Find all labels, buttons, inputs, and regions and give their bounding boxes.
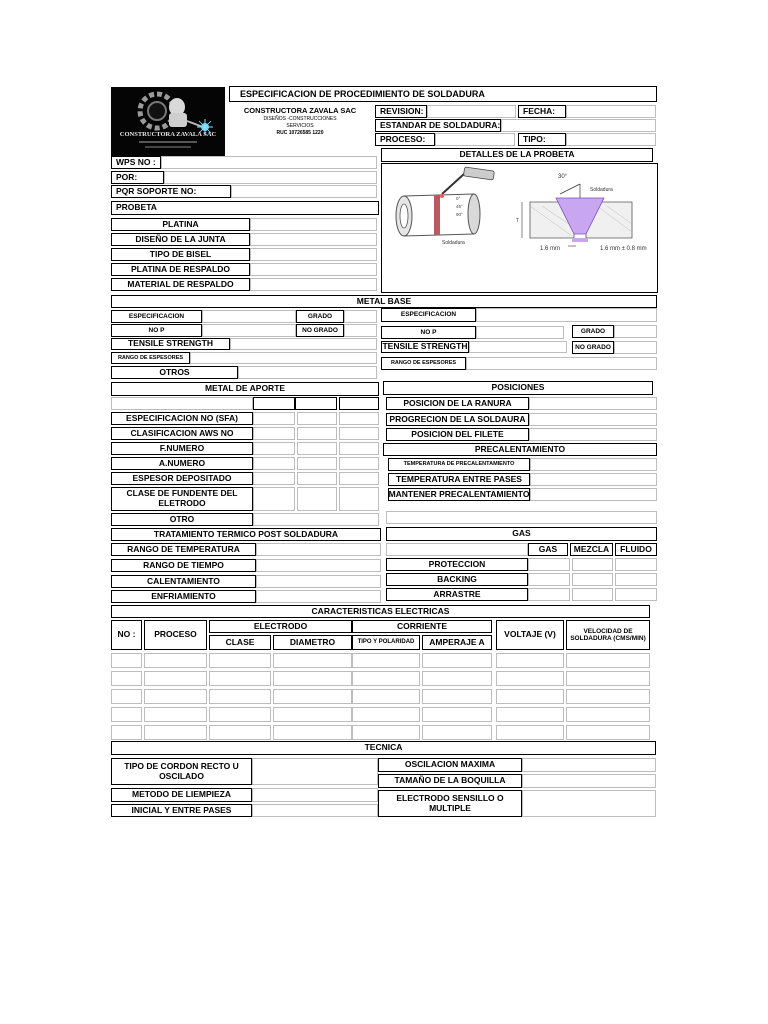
mb-tensile-label-left: TENSILE STRENGTH <box>111 338 230 350</box>
svg-text:45°: 45° <box>456 204 463 209</box>
aporte-col-1-header <box>253 397 295 410</box>
gas-cell[interactable] <box>615 588 657 601</box>
platina-label: PLATINA <box>111 218 250 231</box>
logo-text: CONSTRUCTORA ZAVALA SAC <box>119 131 217 138</box>
oscilacion-label: OSCILACION MAXIMA <box>378 758 522 772</box>
proceso-header: PROCESO <box>144 620 207 650</box>
otros-label: OTROS <box>111 366 238 379</box>
aporte-cell[interactable] <box>339 442 379 455</box>
aws-label: CLASIFICACION AWS NO <box>111 427 253 440</box>
svg-text:90°: 90° <box>456 212 463 217</box>
metodo-limpieza-field[interactable] <box>252 788 378 802</box>
corriente-header: CORRIENTE <box>352 620 492 633</box>
tipo-polaridad-header: TIPO Y POLARIDAD <box>352 635 420 650</box>
aporte-cell[interactable] <box>253 427 295 440</box>
electricas-cell[interactable] <box>111 653 142 668</box>
aporte-cell[interactable] <box>253 472 295 485</box>
mb-grado-field-left[interactable] <box>344 310 377 323</box>
metodo-limpieza-label: METODO DE LIEMPIEZA <box>111 788 252 802</box>
mb-tensile-label-right: TENSILE STRENGTH <box>382 341 468 352</box>
platina-respaldo-label: PLATINA DE RESPALDO <box>111 263 250 276</box>
pqr-field[interactable] <box>231 185 377 198</box>
company-services: DISEÑOS -CONSTRUCCIONES <box>263 116 337 122</box>
mb-nogrado-field-right[interactable] <box>614 341 657 354</box>
mb-especificacion-field-right[interactable] <box>476 308 657 322</box>
company-logo <box>111 87 225 156</box>
temp-precalentamiento-label: TEMPERATURA DE PRECALENTAMIENTO <box>388 458 530 471</box>
aporte-col-3-header <box>339 397 379 410</box>
proteccion-label: PROTECCION <box>386 558 528 571</box>
clase-fundente-label: CLASE DE FUNDENTE DEL ELETRODO <box>111 487 253 511</box>
por-field[interactable] <box>164 171 377 184</box>
electricas-cell[interactable] <box>422 707 492 722</box>
mb-nogrado-field-left[interactable] <box>344 324 377 337</box>
sfa-label: ESPECIFICACION NO (SFA) <box>111 412 253 425</box>
mb-especificacion-label-left: ESPECIFICACION <box>111 310 202 323</box>
electricas-cell[interactable] <box>273 707 352 722</box>
electricas-cell[interactable] <box>422 725 492 740</box>
electricas-cell[interactable] <box>422 689 492 704</box>
gas-cell[interactable] <box>572 573 613 586</box>
precalentamiento-title: PRECALENTAMIENTO <box>383 443 657 456</box>
electricas-cell[interactable] <box>496 725 564 740</box>
precalentamiento-extra-field[interactable] <box>386 511 657 524</box>
rango-tiempo-field[interactable] <box>256 559 381 572</box>
electricas-cell[interactable] <box>111 671 142 686</box>
mb-grado-label-right: GRADO <box>572 325 614 338</box>
electricas-cell[interactable] <box>111 725 142 740</box>
mb-tensile-field-left[interactable] <box>230 338 377 350</box>
platina-field[interactable] <box>250 218 377 231</box>
material-respaldo-label: MATERIAL DE RESPALDO <box>111 278 250 291</box>
electricas-cell[interactable] <box>144 689 207 704</box>
electricas-cell[interactable] <box>209 671 271 686</box>
electricas-title: CARACTERISTICAS ELECTRICAS <box>111 605 650 618</box>
mb-grado-field-right[interactable] <box>614 325 657 338</box>
aporte-cell[interactable] <box>253 412 295 425</box>
diseno-junta-field[interactable] <box>250 233 377 246</box>
boquilla-field[interactable] <box>522 774 656 788</box>
mb-rango-field-right[interactable] <box>466 357 657 370</box>
mb-grado-label-left: GRADO <box>296 310 344 323</box>
gas-cell[interactable] <box>528 588 570 601</box>
espesor-depositado-label: ESPESOR DEPOSITADO <box>111 472 253 485</box>
electricas-cell[interactable] <box>422 671 492 686</box>
no-header: NO : <box>111 620 142 650</box>
aporte-cell[interactable] <box>253 487 295 511</box>
electricas-cell[interactable] <box>209 689 271 704</box>
rango-temperatura-field[interactable] <box>256 543 381 556</box>
metal-base-title: METAL BASE <box>111 295 657 308</box>
fecha-label: FECHA: <box>518 105 566 118</box>
inicial-entre-pases-field[interactable] <box>252 804 378 817</box>
mb-especificacion-label-right: ESPECIFICACION <box>381 308 476 322</box>
estandar-label: ESTANDAR DE SOLDADURA: <box>375 119 501 132</box>
tipo-cordon-label: TIPO DE CORDON RECTO U OSCILADO <box>111 758 252 785</box>
electricas-cell[interactable] <box>209 653 271 668</box>
weld-joint-diagram <box>382 164 657 292</box>
electricas-cell[interactable] <box>209 707 271 722</box>
electricas-cell[interactable] <box>111 707 142 722</box>
electricas-cell[interactable] <box>352 653 420 668</box>
electricas-cell[interactable] <box>352 671 420 686</box>
voltaje-header: VOLTAJE (V) <box>496 620 564 650</box>
mb-tensile-field-right[interactable] <box>469 341 567 353</box>
mezcla-col-header: MEZCLA <box>570 543 613 556</box>
gas-cell[interactable] <box>615 573 657 586</box>
aporte-cell[interactable] <box>339 412 379 425</box>
svg-text:0°: 0° <box>456 196 461 201</box>
electricas-cell[interactable] <box>496 707 564 722</box>
inicial-entre-pases-label: INICIAL Y ENTRE PASES <box>111 804 252 817</box>
electricas-cell[interactable] <box>144 707 207 722</box>
dim-right-label: 1.6 mm ± 0.8 mm <box>600 246 647 252</box>
gas-cell[interactable] <box>572 588 613 601</box>
electricas-cell[interactable] <box>273 671 352 686</box>
electricas-cell[interactable] <box>352 689 420 704</box>
progresion-label: PROGRECION DE LA SOLDAURA <box>386 413 529 426</box>
fecha-field[interactable] <box>566 105 656 118</box>
metal-aporte-title: METAL DE APORTE <box>111 382 379 396</box>
aporte-cell[interactable] <box>339 427 379 440</box>
estandar-field[interactable] <box>501 119 656 132</box>
company-services-2: SERVICIOS <box>286 123 314 129</box>
mb-especificacion-field-left[interactable] <box>202 310 296 323</box>
probeta-details-title: DETALLES DE LA PROBETA <box>381 148 653 162</box>
mb-nop-label-left: NO P <box>111 324 202 337</box>
tipo-cordon-field[interactable] <box>252 758 378 785</box>
velocidad-header: VELOCIDAD DE SOLDADURA (CMS/MIN) <box>566 620 650 650</box>
aporte-cell[interactable] <box>339 487 379 511</box>
gas-col-header: GAS <box>528 543 568 556</box>
temp-precalentamiento-field[interactable] <box>530 458 657 471</box>
aporte-cell[interactable] <box>253 457 295 470</box>
electricas-cell[interactable] <box>352 707 420 722</box>
wps-label: WPS NO : <box>111 156 161 169</box>
rango-tiempo-label: RANGO DE TIEMPO <box>111 559 256 572</box>
progresion-field[interactable] <box>529 413 657 426</box>
gas-title: GAS <box>386 527 657 541</box>
tipo-label: TIPO: <box>518 133 566 146</box>
electricas-cell[interactable] <box>496 689 564 704</box>
gas-header-blank <box>386 543 528 556</box>
electrodo-multiple-field[interactable] <box>522 790 656 817</box>
mantener-precalentamiento-label: MANTENER PRECALENTAMIENTO <box>388 488 530 501</box>
electricas-cell[interactable] <box>111 689 142 704</box>
gas-cell[interactable] <box>528 558 570 571</box>
fluido-col-header: FLUIDO <box>615 543 657 556</box>
posicion-filete-label: POSICION DEL FILETE <box>386 428 529 441</box>
aporte-col-2-header <box>295 397 337 410</box>
electricas-cell[interactable] <box>422 653 492 668</box>
tipo-bisel-label: TIPO DE BISEL <box>111 248 250 261</box>
f-numero-label: F.NUMERO <box>111 442 253 455</box>
electricas-cell[interactable] <box>209 725 271 740</box>
electricas-cell[interactable] <box>566 671 650 686</box>
dim-left-label: 1.6 mm <box>540 246 561 252</box>
mb-nop-field-left[interactable] <box>202 324 296 337</box>
aporte-cell[interactable] <box>297 412 337 425</box>
svg-text:T: T <box>516 218 520 224</box>
posiciones-title: POSICIONES <box>383 381 653 395</box>
pipe-weld-label: Soldadura <box>442 240 465 246</box>
tipo-field[interactable] <box>566 133 656 146</box>
electricas-cell[interactable] <box>273 653 352 668</box>
calentamiento-field[interactable] <box>256 575 381 588</box>
diametro-header: DIAMETRO <box>273 635 352 650</box>
mb-nop-field-right[interactable] <box>476 326 564 339</box>
proceso-field[interactable] <box>435 133 515 146</box>
electricas-cell[interactable] <box>144 653 207 668</box>
oscilacion-field[interactable] <box>522 758 656 772</box>
otro-field[interactable] <box>253 513 379 526</box>
mb-nogrado-label-left: NO GRADO <box>296 324 344 337</box>
aporte-header-blank <box>111 397 253 410</box>
aporte-cell[interactable] <box>339 472 379 485</box>
aporte-cell[interactable] <box>297 427 337 440</box>
pqr-label: PQR SOPORTE NO: <box>111 185 231 198</box>
mb-rango-label-right: RANGO DE ESPESORES <box>381 357 466 370</box>
gas-cell[interactable] <box>615 558 657 571</box>
tipo-bisel-field[interactable] <box>250 248 377 261</box>
electricas-cell[interactable] <box>144 671 207 686</box>
tecnica-title: TECNICA <box>111 741 656 755</box>
angle-label: 30° <box>558 174 568 180</box>
electrodo-multiple-label: ELECTRODO SENSILLO O MULTIPLE <box>378 790 522 817</box>
gas-cell[interactable] <box>528 573 570 586</box>
calentamiento-label: CALENTAMIENTO <box>111 575 256 588</box>
probeta-label: PROBETA <box>111 201 379 215</box>
aporte-cell[interactable] <box>253 442 295 455</box>
rango-temperatura-label: RANGO DE TEMPERATURA <box>111 543 256 556</box>
electricas-cell[interactable] <box>566 707 650 722</box>
backing-label: BACKING <box>386 573 528 586</box>
company-ruc: RUC 10726585 1220 <box>276 130 324 136</box>
mb-nogrado-label-right: NO GRADO <box>572 341 614 354</box>
otros-field[interactable] <box>238 366 377 379</box>
arrastre-label: ARRASTRE <box>386 588 528 601</box>
clase-header: CLASE <box>209 635 271 650</box>
mb-rango-field-left[interactable] <box>190 352 377 364</box>
aporte-cell[interactable] <box>297 457 337 470</box>
revision-field[interactable] <box>427 105 516 118</box>
aporte-cell[interactable] <box>297 487 337 511</box>
wps-field[interactable] <box>161 156 377 169</box>
posicion-ranura-label: POSICION DE LA RANURA <box>386 397 529 410</box>
gas-cell[interactable] <box>572 558 613 571</box>
enfriamiento-field[interactable] <box>256 590 381 603</box>
electricas-cell[interactable] <box>566 689 650 704</box>
diseno-junta-label: DISEÑO DE LA JUNTA <box>111 233 250 246</box>
aporte-cell[interactable] <box>297 472 337 485</box>
electricas-cell[interactable] <box>273 725 352 740</box>
posicion-filete-field[interactable] <box>529 428 657 441</box>
electricas-cell[interactable] <box>496 653 564 668</box>
aporte-cell[interactable] <box>297 442 337 455</box>
electricas-cell[interactable] <box>496 671 564 686</box>
temp-entre-pases-field[interactable] <box>530 473 657 486</box>
posicion-ranura-field[interactable] <box>529 397 657 410</box>
mb-rango-label-left: RANGO DE ESPESORES <box>111 352 190 364</box>
weld-label: Soldadura <box>590 187 613 193</box>
por-label: POR: <box>111 171 164 184</box>
mb-nop-label-right: NO P <box>381 326 476 339</box>
proceso-label: PROCESO: <box>375 133 435 146</box>
tratamiento-title: TRATAMIENTO TERMICO POST SOLDADURA <box>111 528 381 541</box>
probeta-drawing <box>381 163 658 293</box>
aporte-cell[interactable] <box>339 457 379 470</box>
amperaje-header: AMPERAJE A <box>422 635 492 650</box>
electricas-cell[interactable] <box>144 725 207 740</box>
revision-label: REVISION: <box>375 105 427 118</box>
material-respaldo-field[interactable] <box>250 278 377 291</box>
mantener-precalentamiento-field[interactable] <box>530 488 657 501</box>
electricas-cell[interactable] <box>273 689 352 704</box>
company-name: CONSTRUCTORA ZAVALA SAC <box>243 106 357 115</box>
electricas-cell[interactable] <box>566 653 650 668</box>
form-title: ESPECIFICACION DE PROCEDIMIENTO DE SOLDADURA <box>229 86 657 102</box>
temp-entre-pases-label: TEMPERATURA ENTRE PASES <box>388 473 530 486</box>
electrodo-header: ELECTRODO <box>209 620 352 633</box>
boquilla-label: TAMAÑO DE LA BOQUILLA <box>378 774 522 788</box>
a-numero-label: A.NUMERO <box>111 457 253 470</box>
electricas-cell[interactable] <box>566 725 650 740</box>
enfriamiento-label: ENFRIAMIENTO <box>111 590 256 603</box>
otro-label: OTRO <box>111 513 253 526</box>
electricas-cell[interactable] <box>352 725 420 740</box>
platina-respaldo-field[interactable] <box>250 263 377 276</box>
